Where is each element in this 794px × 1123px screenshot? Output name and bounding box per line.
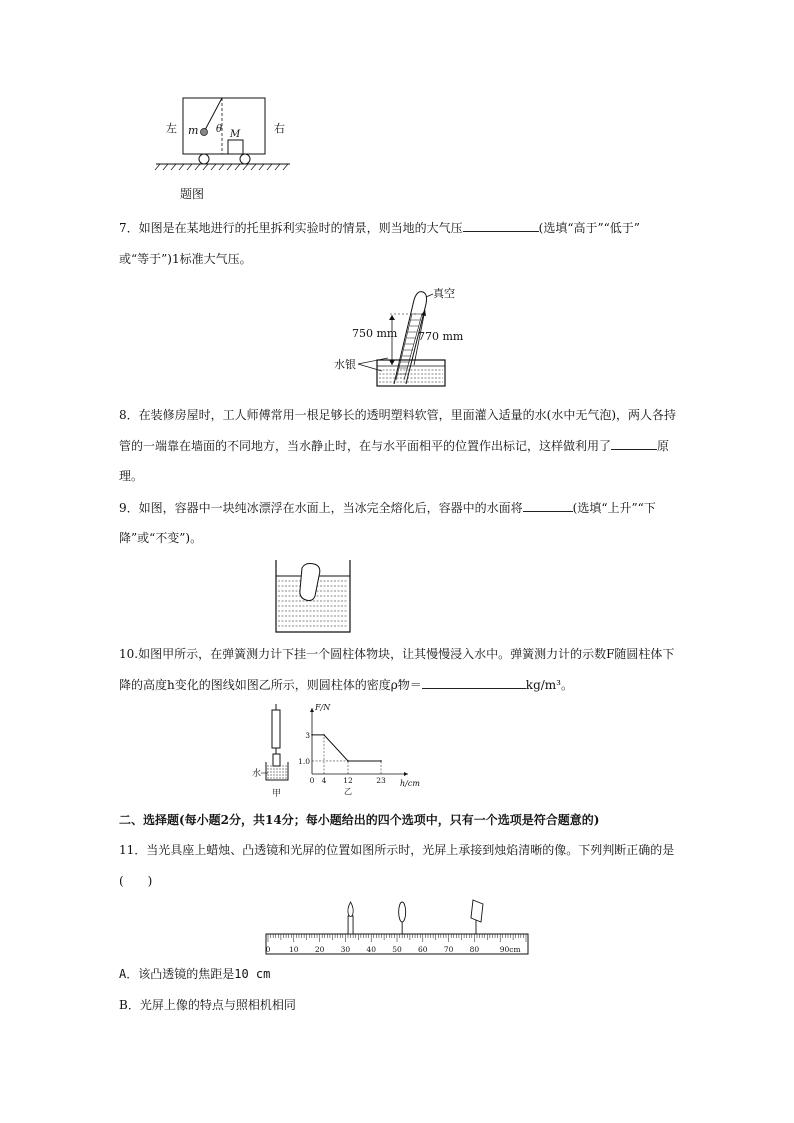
y-tick-label: 1.0: [298, 756, 310, 766]
label-770mm: 770 mm: [418, 330, 464, 343]
q9-line-2: 降”或“不变”)。: [119, 531, 203, 545]
label-left: 左: [166, 122, 177, 135]
f-h-data-point: [323, 734, 325, 736]
pendulum-ball: [201, 129, 208, 136]
y-tick-label: 3: [305, 730, 310, 740]
wheel-right: [240, 154, 250, 164]
torricelli-figure: [330, 280, 480, 392]
dim-770-arrowhead: [421, 310, 426, 316]
ruler-label: 40: [366, 945, 376, 954]
ruler-label: 30: [340, 945, 351, 954]
q7-line-1: [119, 220, 640, 236]
ice-container-figure: [272, 558, 356, 636]
q7-line-2: 或“等于”)1标准大气压。: [119, 252, 252, 266]
q8-answer-blank[interactable]: [611, 438, 657, 450]
floating-ice: [300, 564, 320, 601]
optical-bench-figure: [262, 894, 532, 960]
convex-lens: [399, 902, 406, 922]
q9-text: 9．如图，容器中一块纯冰漂浮在水面上，当冰完全熔化后，容器中的水面将: [119, 501, 523, 515]
ruler-label: 90cm: [499, 945, 521, 954]
q10-answer-blank[interactable]: [422, 677, 526, 689]
label-m: m: [188, 124, 199, 137]
ruler-label: 70: [443, 945, 454, 954]
q9-line-1: [119, 500, 656, 516]
q10-text: 降的高度h变化的图线如图乙所示，则圆柱体的密度ρ物＝: [119, 678, 422, 692]
ruler-label: 60: [418, 945, 428, 954]
x-tick-label: 0: [309, 776, 315, 785]
x-axis-label: h/cm: [400, 779, 420, 788]
candle-flame: [348, 902, 353, 917]
q10-line-2: [119, 677, 573, 693]
spring-balance-figure: [250, 702, 298, 802]
q7-answer-blank[interactable]: [463, 220, 539, 232]
ruler-label: 80: [469, 945, 480, 954]
y-axis-label: F/N: [315, 703, 331, 712]
label-water: 水: [252, 769, 262, 779]
dish-mercury-hatch: [379, 370, 443, 382]
x-tick-label: 12: [343, 776, 353, 785]
label-jia: 甲: [272, 789, 282, 799]
q8-line-2: [119, 438, 669, 454]
f-h-series-line: [312, 735, 381, 761]
ruler-label: 10: [289, 945, 299, 954]
block-M: [228, 140, 243, 154]
q10-unit: kg/m³。: [525, 678, 573, 692]
label-vacuum: 真空: [433, 287, 455, 300]
wheel-left: [199, 154, 209, 164]
q9-options: (选填“上升”“下: [572, 501, 656, 515]
q10-line-1: 10.如图甲所示，在弹簧测力计下挂一个圆柱体物块，让其慢慢浸入水中。弹簧测力计的示数F随圆柱体下: [119, 647, 675, 661]
q8-line-1: 8．在装修房屋时，工人师傅常用一根足够长的透明塑料软管，里面灌入适量的水(水中无气泡)，两人各持: [119, 408, 677, 422]
leader-vacuum: [426, 294, 433, 297]
section-2-title: 二、选择题(每小题2分，共14分；每小题给出的四个选项中，只有一个选项是符合题意的): [119, 813, 600, 827]
label-yi: 乙: [344, 787, 352, 796]
q7-options: (选填“高于”“低于”: [538, 221, 640, 235]
label-theta: θ: [216, 124, 223, 135]
leader-mercury-1: [358, 358, 388, 364]
label-750mm: 750 mm: [352, 327, 398, 340]
q11-option-a[interactable]: A．该凸透镜的焦距是10 cm: [119, 967, 271, 981]
beaker-water-hatch: [267, 766, 287, 778]
q8-tail: 原: [657, 439, 670, 453]
ruler-label: 0: [265, 945, 271, 954]
ruler-label: 20: [314, 945, 325, 954]
q7-text: 7．如图是在某地进行的托里拆利实验时的情景，则当地的大气压: [119, 221, 463, 235]
f-h-chart: [298, 703, 420, 800]
q11-line-2: ( ): [119, 874, 153, 888]
leader-mercury-2: [358, 364, 382, 371]
x-tick-label: 4: [321, 776, 327, 785]
f-h-data-point: [380, 760, 382, 762]
q9-answer-blank[interactable]: [523, 500, 573, 512]
cart-pendulum-figure: [150, 92, 310, 204]
label-mercury: 水银: [334, 358, 356, 371]
light-screen: [471, 900, 483, 922]
candle: [348, 916, 353, 934]
spring-scale-body: [272, 710, 280, 748]
q11-option-b[interactable]: B．光屏上像的特点与照相机相同: [119, 998, 296, 1012]
q8-line-3: 理。: [119, 469, 144, 483]
q11-line-1: 11．当光具座上蜡烛、凸透镜和光屏的位置如图所示时，光屏上承接到烛焰清晰的像。下列判断正确的是: [119, 843, 675, 857]
f-h-data-point: [347, 760, 349, 762]
q8-text: 管的一端靠在墙面的不同地方，当水静止时，在与水平面相平的位置作出标记，这样做利用了: [119, 439, 612, 453]
y-axis-arrow: [310, 708, 314, 712]
ruler-label: 50: [392, 945, 402, 954]
figure-caption: 题图: [180, 187, 205, 201]
label-right: 右: [274, 122, 285, 135]
x-axis-arrow: [404, 772, 408, 776]
x-tick-label: 23: [376, 776, 386, 785]
ground-hatch: [155, 164, 288, 170]
label-M: M: [230, 129, 241, 140]
cylinder-block: [273, 754, 280, 766]
f-h-data-point: [311, 734, 313, 736]
